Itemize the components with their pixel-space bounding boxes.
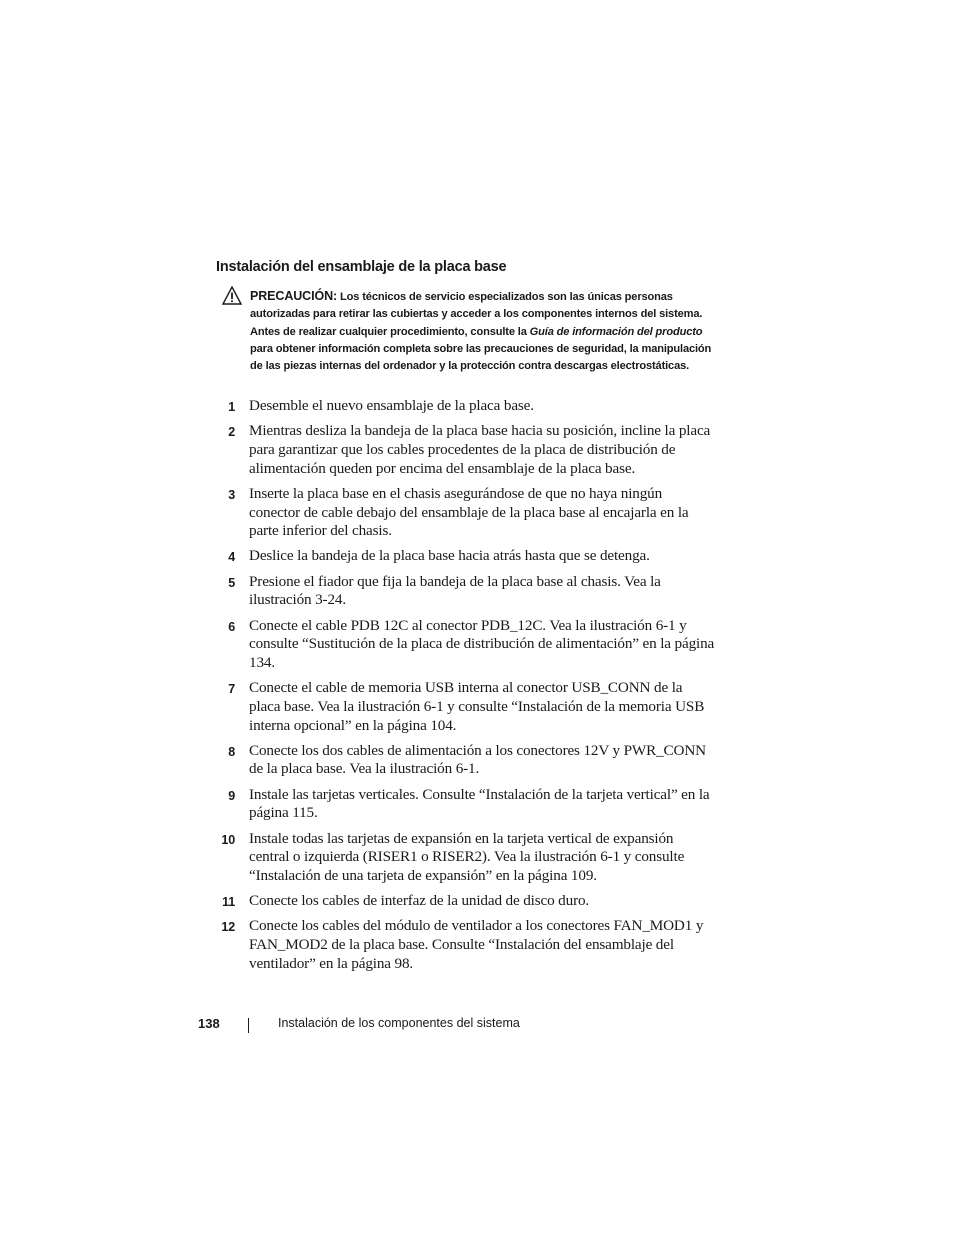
step-number: 4 [228,550,235,565]
step-number: 7 [228,682,235,697]
step-item [206,422,716,478]
step-item [206,679,716,735]
step-number: 11 [222,895,235,910]
step-item [206,742,716,779]
step-number: 5 [228,575,235,590]
step-number: 2 [228,425,235,440]
warning-triangle-icon [222,286,242,305]
step-text: Conecte los cables del módulo de ventilador a los conectores FAN_MOD1 y FAN_MOD2 de la placa base. Consulte “Instalación del ensamblaje del ventilador” en la página 98. [249,917,704,972]
step-number: 8 [228,744,235,759]
step-item [206,573,716,610]
step-text: Desemble el nuevo ensamblaje de la placa base. [249,397,534,414]
step-item [206,786,716,823]
step-text: Instale las tarjetas verticales. Consulte “Instalación de la tarjeta vertical” en la página 115. [249,785,710,822]
page-footer [198,1015,618,1035]
step-item [206,397,716,416]
step-number: 6 [228,619,235,634]
step-text: Conecte los cables de interfaz de la unidad de disco duro. [249,892,590,910]
step-item [206,892,716,911]
procedure-steps [206,397,716,980]
chapter-title: Instalación de los componentes del sistema [278,1016,520,1030]
page-number: 138 [198,1016,220,1031]
caution-body-2: para obtener información completa sobre las precauciones de seguridad, la manipulación de las piezas internas del ordenador y la protección contra descargas electrostáticas. [250,342,712,373]
caution-doc-title: Guía de información del producto [529,325,703,338]
caution-body-1: Los técnicos de servicio especializados son las únicas personas autorizadas para retirar las cubiertas y acceder a los componentes internos del sistema. Antes de realizar cualquier procedimiento, consulte la [250,291,703,338]
step-text: Presione el fiador que fija la bandeja de la placa base al chasis. Vea la ilustración 3-24. [249,572,661,609]
step-number: 3 [228,487,235,502]
step-text: Conecte el cable PDB 12C al conector PDB_12C. Vea la ilustración 6-1 y consulte “Sustitución de la placa de distribución de alimentación” en la página 134. [249,616,715,671]
step-item [206,917,716,973]
step-number: 1 [228,400,235,414]
step-item [206,547,716,566]
step-text: Conecte los dos cables de alimentación a los conectores 12V y PWR_CONN de la placa base. Vea la ilustración 6-1. [249,741,706,778]
step-text: Inserte la placa base en el chasis asegurándose de que no haya ningún conector de cable debajo del ensamblaje de la placa base al encajarla en la parte inferior del chasis. [249,484,689,540]
step-number: 9 [228,788,235,803]
step-text: Instale todas las tarjetas de expansión en la tarjeta vertical de expansión central o izquierda (RISER1 o RISER2). Vea la ilustración 6-1 y consulte “Instalación de una tarjeta de expansión” en la página 109. [249,829,685,884]
step-item [206,830,716,886]
caution-text [250,288,725,375]
caution-lead: PRECAUCIÓN: [250,289,338,303]
footer-divider [248,1018,249,1033]
step-item [206,617,716,673]
step-number: 12 [221,920,235,935]
section-heading: Instalación del ensamblaje de la placa base [216,259,507,275]
step-number: 10 [221,832,235,847]
step-text: Deslice la bandeja de la placa base hacia atrás hasta que se detenga. [249,547,650,565]
step-text: Mientras desliza la bandeja de la placa base hacia su posición, incline la placa para garantizar que los cables procedentes de la placa de distribución de alimentación queden por encima del ensamblaje de la placa base. [249,422,711,477]
step-text: Conecte el cable de memoria USB interna al conector USB_CONN de la placa base. Vea la ilustración 6-1 y consulte “Instalación de la memoria USB interna opcional” en la página 104. [249,679,705,734]
step-item [206,485,716,541]
